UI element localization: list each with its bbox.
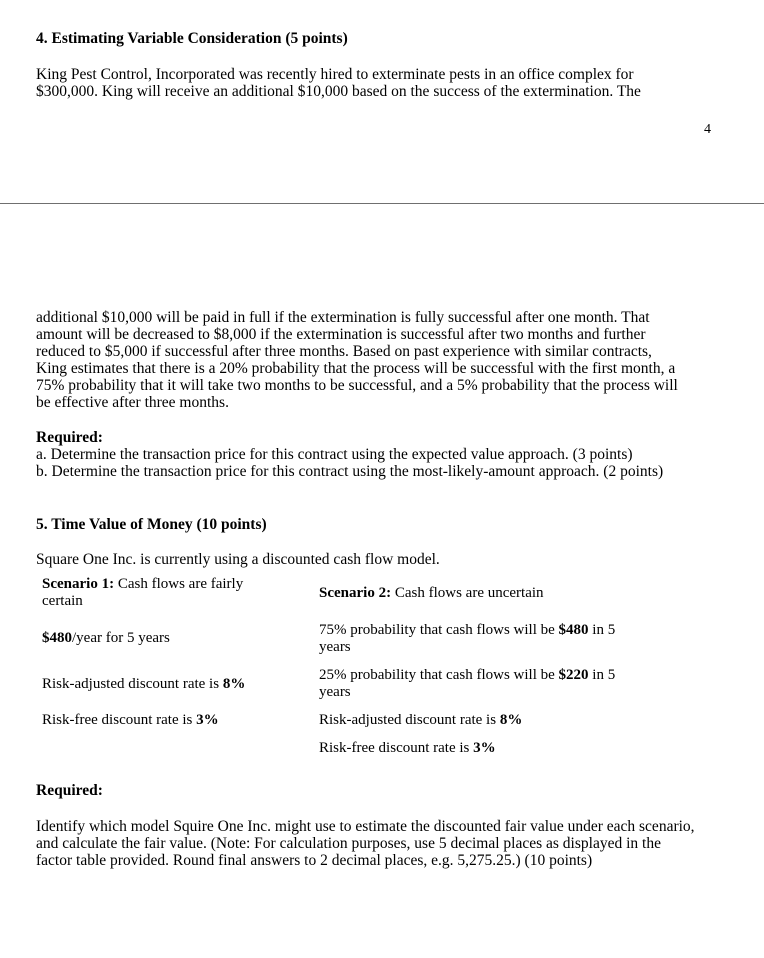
page-break-divider — [0, 203, 764, 204]
scenario-1-risk-free-rate: Risk-free discount rate is 3% — [42, 712, 219, 728]
scenario-2-probability-2-line-2: years — [319, 684, 351, 700]
scenario-2-probability-2: 25% probability that cash flows will be $220 in 5 — [319, 667, 616, 683]
q5-required-line-1: Identify which model Squire One Inc. might use to estimate the discounted fair value under each scenario, — [36, 818, 695, 835]
q4-cont-line-4: King estimates that there is a 20% probability that the process will be successful with the first month, a — [36, 360, 676, 377]
q4-cont-line-3: reduced to $5,000 if successful after three months. Based on past experience with similar contracts, — [36, 343, 652, 360]
q4-intro-line-1: King Pest Control, Incorporated was recently hired to exterminate pests in an office complex for — [36, 66, 634, 83]
q5-intro: Square One Inc. is currently using a discounted cash flow model. — [36, 551, 440, 568]
scenario-2-title: Scenario 2: Cash flows are uncertain — [319, 585, 544, 601]
scenario-1-risk-adjusted-rate: Risk-adjusted discount rate is 8% — [42, 676, 246, 692]
scenario-1-title-line-2: certain — [42, 593, 83, 609]
page-number: 4 — [704, 122, 711, 137]
q5-required-line-2: and calculate the fair value. (Note: For calculation purposes, use 5 decimal places as displayed in the — [36, 835, 661, 852]
scenario-1-title: Scenario 1: Cash flows are fairly — [42, 576, 244, 592]
q4-requirement-b: b. Determine the transaction price for this contract using the most-likely-amount approach. (2 points) — [36, 463, 664, 480]
scenario-1-cash-flow: $480/year for 5 years — [42, 630, 170, 646]
q4-required-label: Required: — [36, 429, 103, 446]
scenario-2-risk-adjusted-rate: Risk-adjusted discount rate is 8% — [319, 712, 523, 728]
scenario-2-probability-1: 75% probability that cash flows will be $480 in 5 — [319, 622, 616, 638]
scenario-2-probability-1-line-2: years — [319, 639, 351, 655]
q4-cont-line-6: be effective after three months. — [36, 394, 229, 411]
q4-cont-line-5: 75% probability that it will take two months to be successful, and a 5% probability that the process will — [36, 377, 678, 394]
q5-heading: 5. Time Value of Money (10 points) — [36, 516, 267, 533]
q5-required-line-3: factor table provided. Round final answers to 2 decimal places, e.g. 5,275.25.) (10 points) — [36, 852, 593, 869]
q4-heading: 4. Estimating Variable Consideration (5 points) — [36, 30, 348, 47]
scenario-2-risk-free-rate: Risk-free discount rate is 3% — [319, 740, 496, 756]
q4-cont-line-2: amount will be decreased to $8,000 if the extermination is successful after two months and further — [36, 326, 646, 343]
q5-required-label: Required: — [36, 782, 103, 799]
q4-requirement-a: a. Determine the transaction price for this contract using the expected value approach. (3 points) — [36, 446, 633, 463]
q4-cont-line-1: additional $10,000 will be paid in full if the extermination is fully successful after one month. That — [36, 309, 650, 326]
q4-intro-line-2: $300,000. King will receive an additional $10,000 based on the success of the extermination. The — [36, 83, 641, 100]
